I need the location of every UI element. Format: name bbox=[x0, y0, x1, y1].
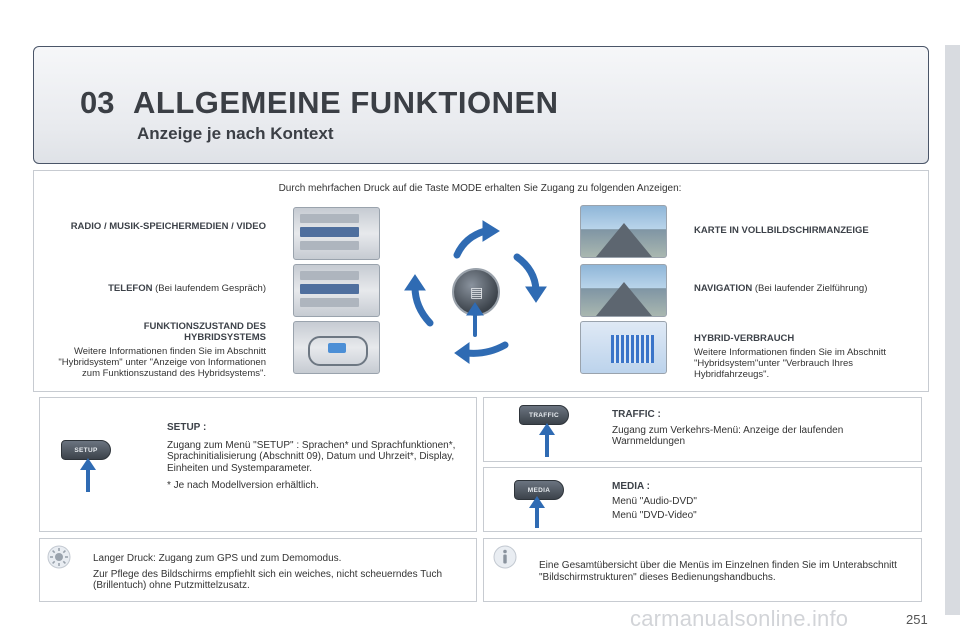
press-arrow-head-icon bbox=[467, 303, 483, 315]
media-button[interactable]: MEDIA bbox=[514, 480, 564, 500]
setup-button[interactable]: SETUP bbox=[61, 440, 111, 460]
mode-label-telefon: TELEFON (Bei laufendem Gespräch) bbox=[108, 283, 266, 294]
page-subtitle: Anzeige je nach Kontext bbox=[137, 124, 334, 143]
watermark: carmanualsonline.info bbox=[630, 606, 849, 631]
arrow-right-head-icon bbox=[526, 287, 546, 302]
info-text: Eine Gesamtübersicht über die Menüs im Einzelnen finden Sie im Unterabschnitt "Bildschirmstrukturen" dieses Bedienungshandbuchs. bbox=[539, 560, 897, 583]
media-press-arrow-icon bbox=[527, 496, 547, 528]
setup-description: SETUP : Zugang zum Menü "SETUP" : Sprachen* und Sprachfunktionen*, Sprachinitialisierung (Abschnitt 09), Datum und Uhrzeit*, Display, Einheiten und Systemparameter. * Je nach Modellversion erhältlich. bbox=[167, 422, 456, 491]
chapter-number: 03 bbox=[80, 85, 115, 120]
page-number: 251 bbox=[906, 612, 928, 627]
chapter-title: ALLGEMEINE FUNKTIONEN bbox=[133, 85, 559, 120]
media-description: MEDIA : Menü "Audio-DVD" Menü "DVD-Video" bbox=[612, 481, 697, 521]
mode-label-radio: RADIO / MUSIK-SPEICHERMEDIEN / VIDEO bbox=[70, 221, 266, 232]
arrow-bottom-head-icon bbox=[455, 343, 469, 363]
setup-press-arrow-icon bbox=[78, 458, 98, 492]
arrow-left-icon bbox=[415, 287, 430, 323]
screen-hybrid-verbrauch bbox=[580, 321, 667, 374]
screen-hybrid-status bbox=[293, 321, 380, 374]
screen-radio bbox=[293, 207, 380, 260]
screen-telefon bbox=[293, 264, 380, 317]
mode-cycle-arrows bbox=[395, 215, 560, 375]
book-icon: ▤ bbox=[470, 284, 484, 300]
arrow-top-icon bbox=[457, 231, 485, 255]
traffic-description: TRAFFIC : Zugang zum Verkehrs-Menü: Anzeige der laufenden Warnmeldungen bbox=[612, 409, 844, 447]
intro-text: Durch mehrfachen Druck auf die Taste MODE erhalten Sie Zugang zu folgenden Anzeigen: bbox=[278, 183, 682, 194]
info-icon bbox=[493, 545, 517, 569]
screen-navigation bbox=[580, 264, 667, 317]
traffic-press-arrow-icon bbox=[537, 423, 557, 457]
arrow-bottom-icon bbox=[467, 345, 505, 353]
side-scrollbar bbox=[945, 45, 960, 615]
mode-label-navigation: NAVIGATION (Bei laufender Zielführung) bbox=[694, 283, 868, 294]
arrow-right-icon bbox=[517, 257, 536, 290]
arrow-left-head-icon bbox=[405, 275, 425, 290]
mode-label-hybrid-status: FUNKTIONSZUSTAND DES HYBRIDSYSTEMS Weitere Informationen finden Sie im Abschnitt "Hybridsystem" unter "Anzeige von Informationen zum Funktionszustand des Hybridsystems". bbox=[58, 321, 266, 379]
mode-label-hybrid-verbrauch: HYBRID-VERBRAUCH Weitere Informationen finden Sie im Abschnitt "Hybridsystem"unter "Verbrauch Ihres Hybridfahrzeugs". bbox=[694, 333, 887, 380]
traffic-button[interactable]: TRAFFIC bbox=[519, 405, 569, 425]
tip-text: Langer Druck: Zugang zum GPS und zum Demomodus. Zur Pflege des Bildschirms empfiehlt sich ein weiches, nicht scheuerndes Tuch (Brillentuch) ohne Putzmittelzusatz. bbox=[93, 553, 443, 591]
screen-karte bbox=[580, 205, 667, 258]
mode-label-karte: KARTE IN VOLLBILDSCHIRMANZEIGE bbox=[694, 225, 869, 236]
sun-tip-icon bbox=[47, 545, 71, 569]
arrow-top-head-icon bbox=[483, 221, 499, 241]
